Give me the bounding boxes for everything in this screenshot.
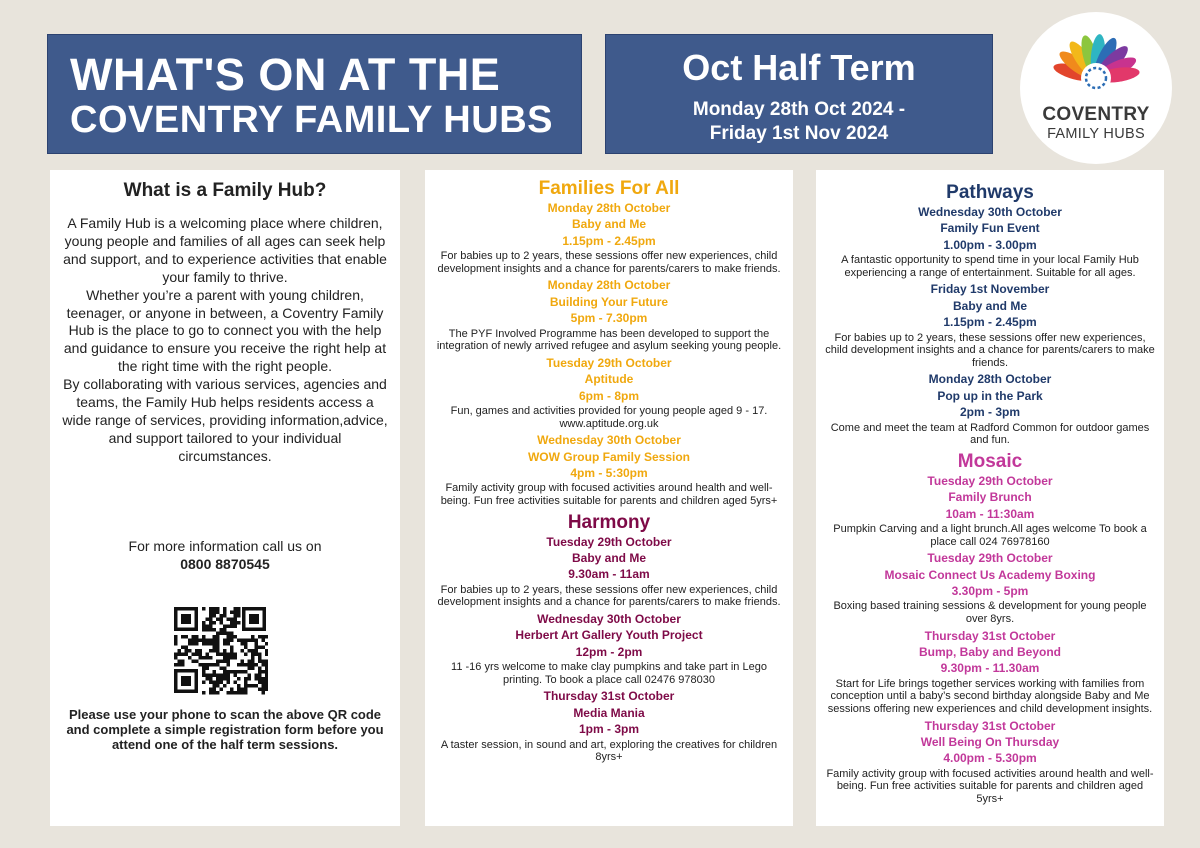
event-time: 1.15pm - 2.45pm (562, 233, 656, 248)
event-title: WOW Group Family Session (527, 449, 691, 464)
info-paragraph-1: A Family Hub is a welcoming place where children, young people and families of all ages can seek help and support, and to experience activities that enable your family to thrive. (63, 215, 387, 285)
event-title: Herbert Art Gallery Youth Project (515, 628, 703, 643)
more-info-text: For more information call us on (128, 538, 322, 554)
event-day: Tuesday 29th October (927, 473, 1053, 488)
event-description: A taster session, in sound and art, exploring the creatives for children 8yrs+ (440, 738, 778, 764)
event-description: Pumpkin Carving and a light brunch.All ages welcome To book a place call 024 76978160 (833, 523, 1147, 548)
info-paragraph-3: By collaborating with various services, agencies and teams, the Family Hub helps residents access a wide range of services, providing information,advice, and support tailored to your individual circumstances. (62, 376, 388, 464)
event-day: Thursday 31st October (924, 628, 1056, 643)
phone-number[interactable]: 0800 8870545 (180, 556, 270, 572)
event-title: Baby and Me (952, 298, 1027, 313)
event-description: The PYF Involved Programme has been developed to support the integration of newly arrived refugee and asylum seeking young people. (436, 327, 782, 353)
event-title: Mosaic Connect Us Academy Boxing (884, 567, 1096, 582)
event-time: 9.30am - 11am (568, 567, 650, 582)
event-time: 2pm - 3pm (959, 405, 1020, 420)
harmony-events (425, 534, 793, 766)
event-item (816, 718, 1164, 808)
event-time: 4.00pm - 5.30pm (943, 751, 1037, 766)
event-description: For babies up to 2 years, these sessions offer new experiences, child development insights and a chance for parents/carers to make friends. (437, 250, 781, 275)
event-title: Family Brunch (948, 490, 1032, 505)
event-title: Building Your Future (549, 294, 669, 309)
event-day: Thursday 31st October (924, 718, 1056, 733)
families-for-all-events (425, 200, 793, 510)
event-description: For babies up to 2 years, these sessions offer new experiences, child development insights and a chance for parents/carers to make friends. (825, 331, 1155, 369)
event-day: Monday 28th October (928, 372, 1052, 387)
term-dates-line2: Friday 1st Nov 2024 (709, 123, 889, 144)
event-day: Tuesday 29th October (927, 551, 1053, 566)
event-day: Wednesday 30th October (537, 433, 681, 448)
events-panel-right (816, 170, 1164, 826)
event-item (816, 473, 1164, 550)
event-item (816, 371, 1164, 448)
events-panel-middle (425, 170, 793, 826)
event-item (816, 204, 1164, 281)
event-day: Wednesday 30th October (918, 205, 1062, 219)
event-description: Family activity group with focused activities around health and well-being. Fun free activities suitable for parents and children aged 5yrs+ (440, 482, 778, 508)
event-title: Pop up in the Park (937, 388, 1043, 403)
event-title: Media Mania (573, 705, 645, 720)
hub-name-harmony: Harmony (567, 511, 651, 533)
event-time: 9.30pm - 11.30am (940, 661, 1040, 676)
event-item (425, 534, 793, 611)
event-time: 12pm - 2pm (575, 644, 643, 659)
event-description: For babies up to 2 years, these sessions offer new experiences, child development insights and a chance for parents/carers to make friends. (437, 583, 781, 609)
event-description: Fun, games and activities provided for young people aged 9 - 17. (450, 405, 768, 418)
event-title: Baby and Me (571, 551, 646, 566)
event-day: Friday 1st November (930, 282, 1050, 297)
event-description: Start for Life brings together services working with families from conception until a baby’s second birthday alongside Baby and Me sessions offering new experiences and child development insights. (827, 677, 1153, 716)
event-time: 6pm - 8pm (578, 388, 639, 403)
event-time: 10am - 11:30am (945, 506, 1035, 521)
event-title: Aptitude (584, 372, 634, 387)
mosaic-events (816, 473, 1164, 808)
event-day: Wednesday 30th October (537, 612, 681, 627)
logo-text-family-hubs: FAMILY HUBS (1047, 126, 1145, 142)
term-banner (605, 34, 993, 154)
qr-code-icon[interactable] (172, 605, 268, 695)
event-item (816, 550, 1164, 627)
hub-name-mosaic: Mosaic (957, 450, 1023, 472)
term-dates-line1: Monday 28th Oct 2024 - (692, 99, 906, 120)
event-item (425, 432, 793, 509)
event-item (425, 355, 793, 432)
event-description: Come and meet the team at Radford Common for outdoor games and fun. (830, 421, 1150, 447)
event-title: Bump, Baby and Beyond (918, 645, 1061, 660)
events-column-right (816, 182, 1164, 808)
scan-instructions: Please use your phone to scan the above QR code and complete a simple registration form before you attend one of the half term sessions. (66, 707, 384, 752)
event-day: Thursday 31st October (543, 689, 675, 704)
event-time: 1.15pm - 2.45pm (943, 315, 1037, 330)
event-description: Boxing based training sessions & development for young people over 8yrs. (833, 600, 1147, 626)
event-item (816, 281, 1164, 371)
event-title: Baby and Me (571, 217, 646, 232)
event-item (425, 200, 793, 277)
page-title-line2: COVENTRY FAMILY HUBS (70, 99, 553, 141)
petal-logo-icon (1050, 28, 1142, 104)
event-time: 4pm - 5:30pm (570, 466, 648, 481)
event-time: 1.00pm - 3.00pm (943, 237, 1037, 252)
hub-name-families-for-all: Families For All (538, 178, 680, 199)
page-title-line1: WHAT'S ON AT THE (70, 49, 501, 100)
event-description: A fantastic opportunity to spend time in your local Family Hub experiencing a range of entertainment. Suitable for all ages. (841, 254, 1139, 279)
event-title: Family Fun Event (940, 221, 1040, 236)
term-title: Oct Half Term (682, 47, 916, 88)
coventry-family-hubs-logo (1020, 12, 1172, 164)
event-item (425, 688, 793, 765)
event-time: 3.30pm - 5pm (951, 584, 1029, 599)
event-description: 11 -16 yrs welcome to make clay pumpkins and take part in Lego printing. To book a place call 02476 978030 (451, 661, 767, 686)
event-item (425, 277, 793, 354)
pathways-events (816, 204, 1164, 449)
event-description: Family activity group with focused activities around health and well-being. Fun free activities suitable for parents and children aged 5yrs+ (826, 767, 1154, 806)
hub-name-pathways: Pathways (946, 182, 1034, 203)
title-banner (47, 34, 582, 154)
event-link[interactable]: www.aptitude.org.uk (559, 417, 659, 430)
event-day: Tuesday 29th October (546, 355, 672, 370)
info-panel (50, 170, 400, 826)
event-time: 1pm - 3pm (578, 722, 639, 737)
event-time: 5pm - 7.30pm (570, 311, 648, 326)
events-column-middle (425, 178, 793, 766)
event-day: Monday 28th October (547, 278, 671, 293)
event-item (816, 628, 1164, 718)
info-heading: What is a Family Hub? (123, 180, 327, 201)
info-text (62, 215, 388, 466)
event-day: Monday 28th October (547, 201, 671, 215)
event-item (425, 611, 793, 688)
event-title: Well Being On Thursday (920, 735, 1060, 750)
info-paragraph-2: Whether you’re a parent with young children, teenager, or anyone in between, a Coventry Family Hub is the place to go to connect you with the help and guidance to ensure you receive the right help at the right time with the right people. (63, 286, 387, 375)
logo-text-coventry: COVENTRY (1042, 104, 1150, 125)
event-day: Tuesday 29th October (546, 534, 672, 549)
